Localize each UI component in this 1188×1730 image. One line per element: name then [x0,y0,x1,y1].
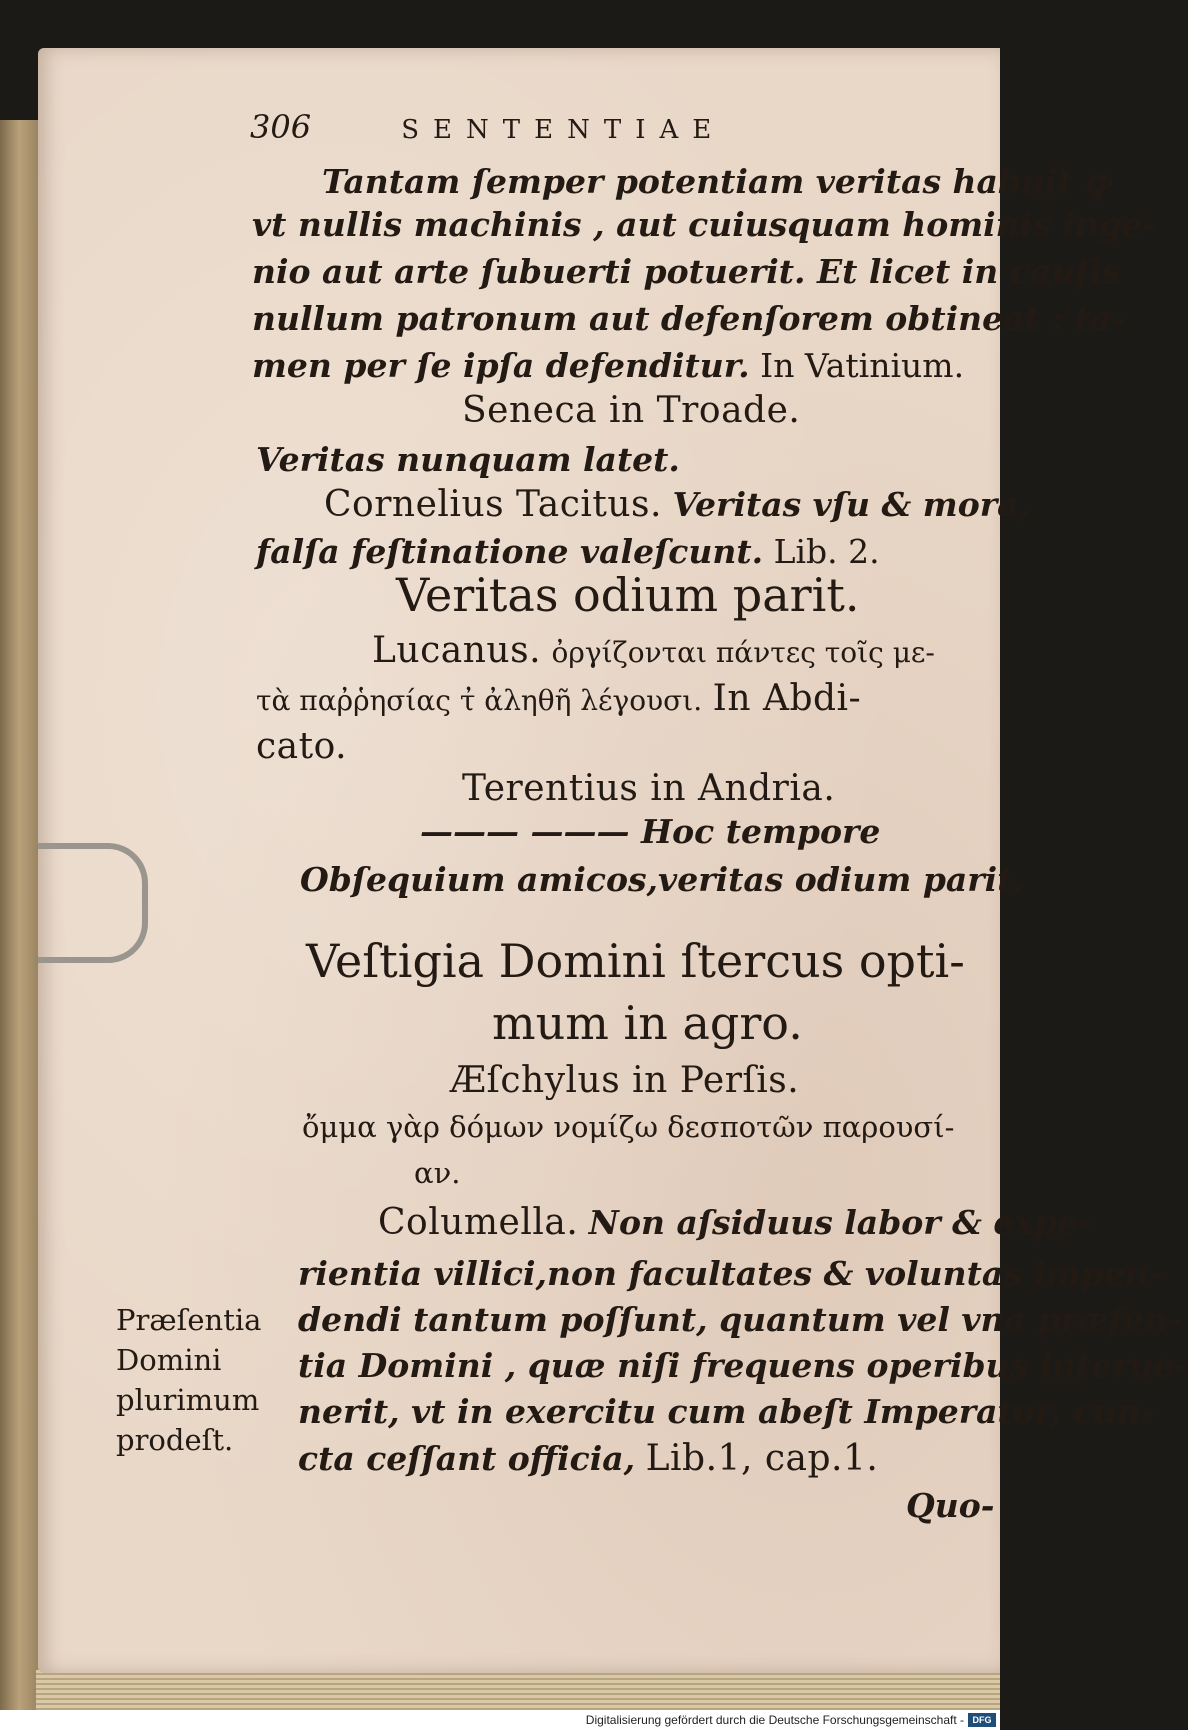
author-name: Columella. [378,1202,579,1243]
funding-credit: Digitalisierung gefördert durch die Deutsche Forschungsgemeinschaft - [585,1713,964,1727]
margin-note-line: prodeſt. [116,1423,234,1457]
running-title: SENTENTIAE [401,115,726,145]
text-line: nio aut arte ſubuerti potuerit. Et licet in cauſis [252,252,1121,291]
text-line: cato. [256,726,348,767]
author-name: Lucanus. [372,630,542,671]
greek-text: αν. [414,1156,461,1190]
verse-line: Obſequium amicos,veritas odium parit. [300,860,1024,899]
citation: Lib.1, cap.1. [645,1438,879,1479]
text-line [324,484,1030,525]
section-heading: Veſtigia Domini ſtercus opti- [306,934,965,988]
text-span: Veritas vſu & mora, [672,485,1030,524]
running-head [250,108,725,146]
page-stack-edge [36,1670,1000,1710]
text-line [298,1438,878,1479]
dfg-logo: DFG [968,1713,996,1727]
text-span: cta ceſſant officia, [298,1439,636,1478]
text-line [378,1202,1092,1243]
margin-note-line: Præſentia [116,1303,262,1337]
greek-text: ὀργίζονται πάντες τοῖς με- [551,636,935,669]
page-clip [38,843,148,963]
text-span: men per ſe ipſa defenditur. [252,346,750,385]
citation-heading: Æſchylus in Perſis. [450,1060,800,1101]
text-line: dendi tantum poſſunt, quantum vel vna præſen- [298,1300,1182,1339]
section-heading: Veritas odium parit. [396,568,860,622]
text-line: Tantam ſemper potentiam veritas habuit ꝙ [322,162,1110,201]
text-line: rientia villici,non facultates & voluntas impen- [298,1254,1163,1293]
text-line: vt nullis machinis , aut cuiusquam hominis inge- [252,205,1157,244]
text-line [372,630,935,671]
greek-text: ὄμμα γὰρ δόμων νομίζω δεσποτῶν παρουσί- [302,1110,955,1144]
verse-line: ——— ——— Hoc tempore [420,812,881,851]
citation-heading: Seneca in Troade. [462,390,801,431]
citation: In Vatinium. [760,346,965,385]
quote-line: Veritas nunquam latet. [256,440,680,479]
text-span: Non aſsiduus labor & expe- [588,1203,1092,1242]
greek-text: τὰ παῤῥησίας τ̓ ἀληθῆ λέγουσι. [256,684,703,717]
citation: Lib. 2. [773,532,880,571]
citation: In Abdi- [712,678,862,719]
page-number: 306 [250,108,312,146]
footer-bar [0,1710,1000,1730]
author-name: Cornelius Tacitus. [324,484,662,525]
text-line: nullum patronum aut defenſorem obtineat : ta- [252,299,1126,338]
section-heading: mum in agro. [492,996,803,1050]
text-span: falſa feſtinatione valeſcunt. [256,532,764,571]
text-line: tia Domini , quæ niſi frequens operibus interue- [298,1346,1188,1385]
margin-note [116,1300,261,1460]
margin-note-line: Domini [116,1343,222,1377]
margin-note-line: plurimum [116,1383,260,1417]
text-line [256,678,861,719]
text-line: nerit, vt in exercitu cum abeſt Imperator, cun- [298,1392,1155,1431]
citation-heading: Terentius in Andria. [462,768,836,809]
catchword: Quo- [906,1486,995,1525]
text-line [256,532,880,571]
text-line [252,346,964,385]
